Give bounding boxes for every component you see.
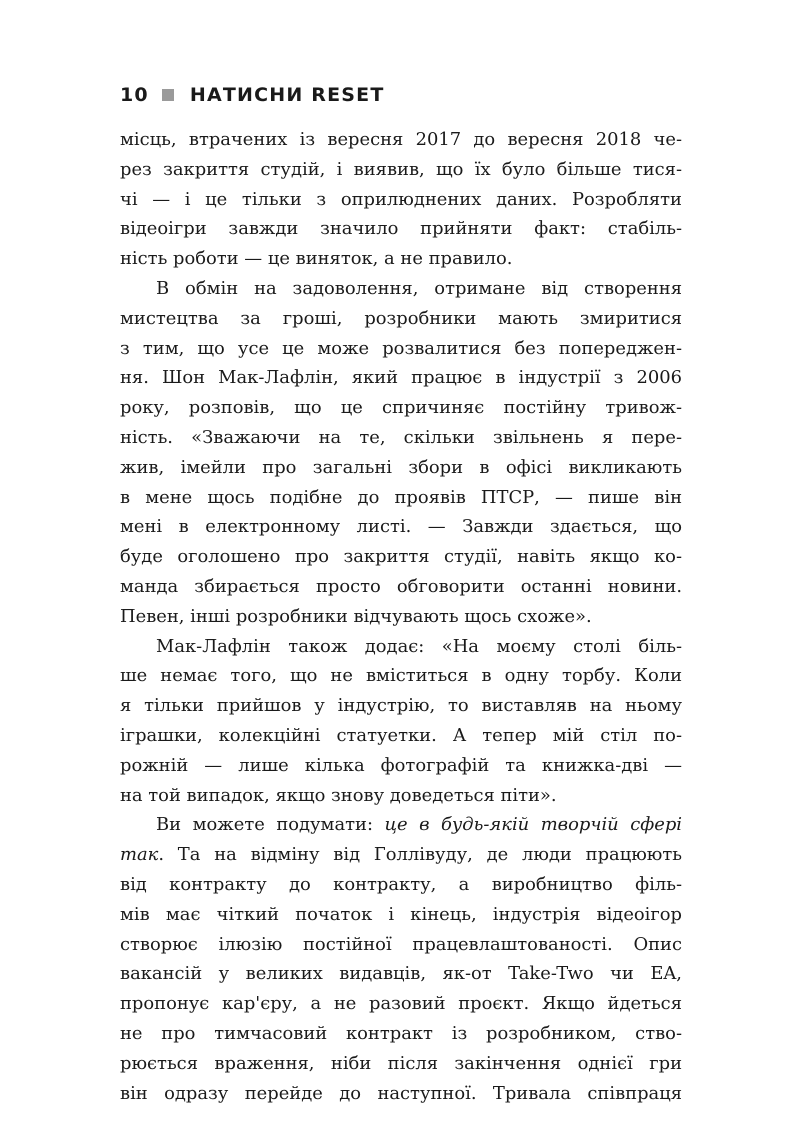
text-line: рез закриття студій, і виявив, що їх було більше тися- xyxy=(120,158,682,180)
text-line: я тільки прийшов у індустрію, то виставляв на ньому xyxy=(120,695,682,717)
text-line: ність. «Зважаючи на те, скільки звільнень я пере- xyxy=(120,426,682,448)
text-line: відеоігри завжди значило прийняти факт: стабіль- xyxy=(120,218,682,240)
text-line: буде оголошено про закриття студії, навіть якщо ко- xyxy=(120,546,682,568)
text-line-with-italic xyxy=(120,810,682,840)
text-line: він одразу перейде до наступної. Тривала співпраця xyxy=(120,1082,682,1104)
book-title: НАТИСНИ RESET xyxy=(189,84,385,106)
text-line: від контракту до контракту, а виробництво філь- xyxy=(120,873,682,895)
square-separator-icon xyxy=(162,89,174,101)
text-segment: . Та на відміну від Голлівуду, де люди працюють xyxy=(158,844,682,866)
text-line: створює ілюзію постійної працевлаштованості. Опис xyxy=(120,933,682,955)
text-line: з тим, що усе це може розвалитися без попереджен- xyxy=(120,337,682,359)
text-line: В обмін на задоволення, отримане від створення xyxy=(156,277,682,299)
text-line: мені в електронному листі. — Завжди здається, що xyxy=(120,516,682,538)
text-line: вакансій у великих видавців, як-от Take-Two чи EA, xyxy=(120,963,682,985)
italic-phrase: це в будь-якій творчій сфері xyxy=(384,814,682,836)
italic-phrase: так xyxy=(120,844,159,866)
text-line: чі — і це тільки з оприлюднених даних. Розробляти xyxy=(120,188,682,210)
text-line: мів має чіткий початок і кінець, індустрія відеоігор xyxy=(120,903,682,925)
text-line: місць, втрачених із вересня 2017 до вересня 2018 че- xyxy=(120,129,682,150)
text-line: не про тимчасовий контракт із розробником, ство- xyxy=(120,1022,682,1044)
text-line: ність роботи — це виняток, а не правило. xyxy=(120,248,513,270)
running-head xyxy=(120,80,385,110)
text-line: іграшки, колекційні статуетки. А тепер мій стіл по- xyxy=(120,724,682,746)
text-line: жив, імейли про загальні збори в офісі викликають xyxy=(120,456,682,478)
body-text xyxy=(120,125,682,1108)
text-segment: Ви можете подумати: xyxy=(156,814,385,836)
text-line: рожній — лише кілька фотографій та книжка-дві — xyxy=(120,754,682,776)
page-number: 10 xyxy=(120,84,149,106)
text-line: пропонує кар'єру, а не разовий проєкт. Якщо йдеться xyxy=(120,993,682,1015)
text-line: на той випадок, якщо знову доведеться піти». xyxy=(120,784,557,806)
text-line: манда збирається просто обговорити останні новини. xyxy=(120,575,682,597)
text-line: мистецтва за гроші, розробники мають змиритися xyxy=(120,307,682,329)
text-line: ше немає того, що не вміститься в одну торбу. Коли xyxy=(120,665,682,687)
text-line-with-italic xyxy=(120,840,682,870)
text-line: в мене щось подібне до проявів ПТСР, — пише він xyxy=(120,486,682,508)
text-line: Мак-Лафлін також додає: «На моєму столі біль- xyxy=(156,635,682,657)
text-line: Певен, інші розробники відчувають щось схоже». xyxy=(120,605,592,627)
text-line: рюється враження, ніби після закінчення однієї гри xyxy=(120,1052,682,1074)
text-line: ня. Шон Мак-Лафлін, який працює в індустрії з 2006 xyxy=(120,367,682,389)
text-line: року, розповів, що це спричиняє постійну тривож- xyxy=(120,397,682,419)
